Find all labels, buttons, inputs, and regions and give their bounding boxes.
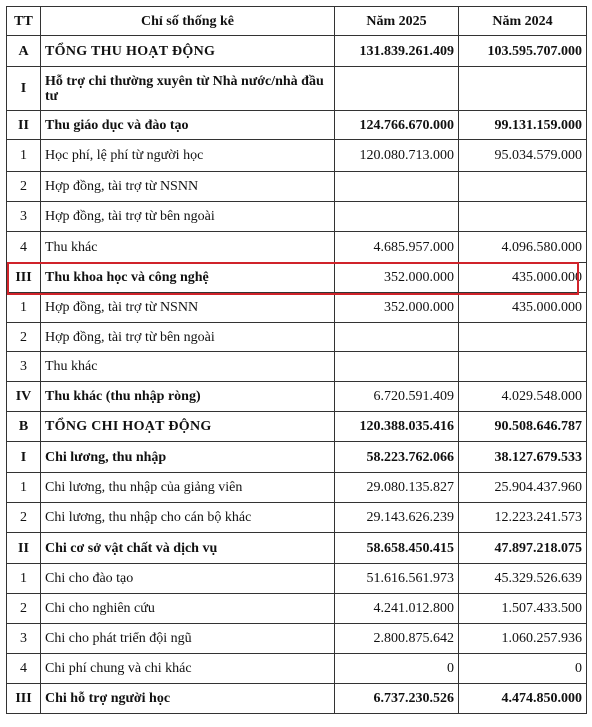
table-row xyxy=(7,323,587,352)
row-value-2024: 12.223.241.573 xyxy=(459,503,587,533)
table-header-row xyxy=(7,7,587,36)
row-index: 4 xyxy=(7,232,41,263)
table-row xyxy=(7,654,587,684)
row-label: Chi cơ sở vật chất và dịch vụ xyxy=(41,533,335,564)
table-row xyxy=(7,442,587,473)
row-label: Chi lương, thu nhập của giảng viên xyxy=(41,473,335,503)
row-value-2025: 2.800.875.642 xyxy=(335,624,459,654)
row-value-2024: 1.060.257.936 xyxy=(459,624,587,654)
table-row xyxy=(7,263,587,293)
header-year-2024: Năm 2024 xyxy=(459,7,587,36)
row-index: IV xyxy=(7,382,41,412)
row-value-2025: 124.766.670.000 xyxy=(335,111,459,140)
row-index: 1 xyxy=(7,140,41,172)
row-value-2025: 4.685.957.000 xyxy=(335,232,459,263)
row-label: Thu khoa học và công nghệ xyxy=(41,263,335,293)
row-value-2024: 435.000.000 xyxy=(459,263,587,293)
row-label: Hợp đồng, tài trợ từ bên ngoài xyxy=(41,323,335,352)
row-value-2025 xyxy=(335,352,459,382)
row-value-2024 xyxy=(459,323,587,352)
row-value-2024: 1.507.433.500 xyxy=(459,594,587,624)
row-label: Hợp đồng, tài trợ từ NSNN xyxy=(41,172,335,202)
row-label: Hỗ trợ chi thường xuyên từ Nhà nước/nhà đầu tư xyxy=(41,67,335,111)
row-label: Chi cho đào tạo xyxy=(41,564,335,594)
row-value-2025: 58.658.450.415 xyxy=(335,533,459,564)
row-value-2024: 47.897.218.075 xyxy=(459,533,587,564)
row-value-2025 xyxy=(335,172,459,202)
row-value-2025 xyxy=(335,202,459,232)
table-row xyxy=(7,111,587,140)
table-row xyxy=(7,594,587,624)
row-index: 2 xyxy=(7,594,41,624)
row-label: Chi lương, thu nhập xyxy=(41,442,335,473)
table-row xyxy=(7,172,587,202)
table-row xyxy=(7,412,587,442)
row-index: 4 xyxy=(7,654,41,684)
row-value-2024 xyxy=(459,352,587,382)
row-index: 1 xyxy=(7,564,41,594)
row-label: TỔNG THU HOẠT ĐỘNG xyxy=(41,36,335,67)
row-label: Thu khác (thu nhập ròng) xyxy=(41,382,335,412)
row-value-2024 xyxy=(459,202,587,232)
table-row xyxy=(7,36,587,67)
row-label: Chi cho phát triển đội ngũ xyxy=(41,624,335,654)
row-value-2024: 90.508.646.787 xyxy=(459,412,587,442)
row-index: III xyxy=(7,263,41,293)
row-label: Chi cho nghiên cứu xyxy=(41,594,335,624)
table-body xyxy=(7,36,587,714)
table-row xyxy=(7,533,587,564)
table-row xyxy=(7,503,587,533)
row-label: TỔNG CHI HOẠT ĐỘNG xyxy=(41,412,335,442)
row-value-2025: 29.080.135.827 xyxy=(335,473,459,503)
table-row xyxy=(7,202,587,232)
row-label: Hợp đồng, tài trợ từ bên ngoài xyxy=(41,202,335,232)
header-year-2025: Năm 2025 xyxy=(335,7,459,36)
row-value-2024: 4.096.580.000 xyxy=(459,232,587,263)
row-label: Chi hỗ trợ người học xyxy=(41,684,335,714)
row-value-2024: 38.127.679.533 xyxy=(459,442,587,473)
row-value-2025: 58.223.762.066 xyxy=(335,442,459,473)
row-value-2024: 45.329.526.639 xyxy=(459,564,587,594)
row-label: Hợp đồng, tài trợ từ NSNN xyxy=(41,293,335,323)
table-row xyxy=(7,140,587,172)
finance-table xyxy=(6,6,587,714)
row-value-2024 xyxy=(459,172,587,202)
row-index: 1 xyxy=(7,473,41,503)
row-label: Học phí, lệ phí từ người học xyxy=(41,140,335,172)
row-value-2025: 0 xyxy=(335,654,459,684)
row-label: Thu khác xyxy=(41,352,335,382)
row-index: 3 xyxy=(7,202,41,232)
table-row xyxy=(7,232,587,263)
row-index: III xyxy=(7,684,41,714)
table-row xyxy=(7,67,587,111)
row-value-2024: 25.904.437.960 xyxy=(459,473,587,503)
row-index: 2 xyxy=(7,323,41,352)
row-value-2025: 29.143.626.239 xyxy=(335,503,459,533)
row-value-2025: 6.720.591.409 xyxy=(335,382,459,412)
row-value-2024: 4.474.850.000 xyxy=(459,684,587,714)
row-value-2025 xyxy=(335,67,459,111)
table-row xyxy=(7,684,587,714)
table-row xyxy=(7,293,587,323)
row-value-2025 xyxy=(335,323,459,352)
row-index: 2 xyxy=(7,172,41,202)
table-row xyxy=(7,564,587,594)
row-index: 3 xyxy=(7,624,41,654)
row-value-2025: 131.839.261.409 xyxy=(335,36,459,67)
row-value-2025: 120.080.713.000 xyxy=(335,140,459,172)
row-index: I xyxy=(7,67,41,111)
row-index: II xyxy=(7,111,41,140)
table-row xyxy=(7,382,587,412)
row-value-2024: 0 xyxy=(459,654,587,684)
row-value-2025: 352.000.000 xyxy=(335,293,459,323)
row-index: B xyxy=(7,412,41,442)
header-indicator: Chỉ số thống kê xyxy=(41,7,335,36)
row-value-2025: 51.616.561.973 xyxy=(335,564,459,594)
row-value-2025: 4.241.012.800 xyxy=(335,594,459,624)
row-value-2024: 4.029.548.000 xyxy=(459,382,587,412)
table-row xyxy=(7,473,587,503)
row-index: I xyxy=(7,442,41,473)
row-value-2025: 120.388.035.416 xyxy=(335,412,459,442)
table-row xyxy=(7,352,587,382)
table-row xyxy=(7,624,587,654)
row-index: A xyxy=(7,36,41,67)
row-value-2024: 99.131.159.000 xyxy=(459,111,587,140)
row-value-2024: 95.034.579.000 xyxy=(459,140,587,172)
row-index: 3 xyxy=(7,352,41,382)
row-value-2024 xyxy=(459,67,587,111)
row-index: 2 xyxy=(7,503,41,533)
row-value-2025: 6.737.230.526 xyxy=(335,684,459,714)
row-label: Chi lương, thu nhập cho cán bộ khác xyxy=(41,503,335,533)
row-index: II xyxy=(7,533,41,564)
row-index: 1 xyxy=(7,293,41,323)
row-value-2024: 103.595.707.000 xyxy=(459,36,587,67)
header-tt: TT xyxy=(7,7,41,36)
row-value-2025: 352.000.000 xyxy=(335,263,459,293)
row-label: Thu khác xyxy=(41,232,335,263)
row-value-2024: 435.000.000 xyxy=(459,293,587,323)
row-label: Chi phí chung và chi khác xyxy=(41,654,335,684)
row-label: Thu giáo dục và đào tạo xyxy=(41,111,335,140)
